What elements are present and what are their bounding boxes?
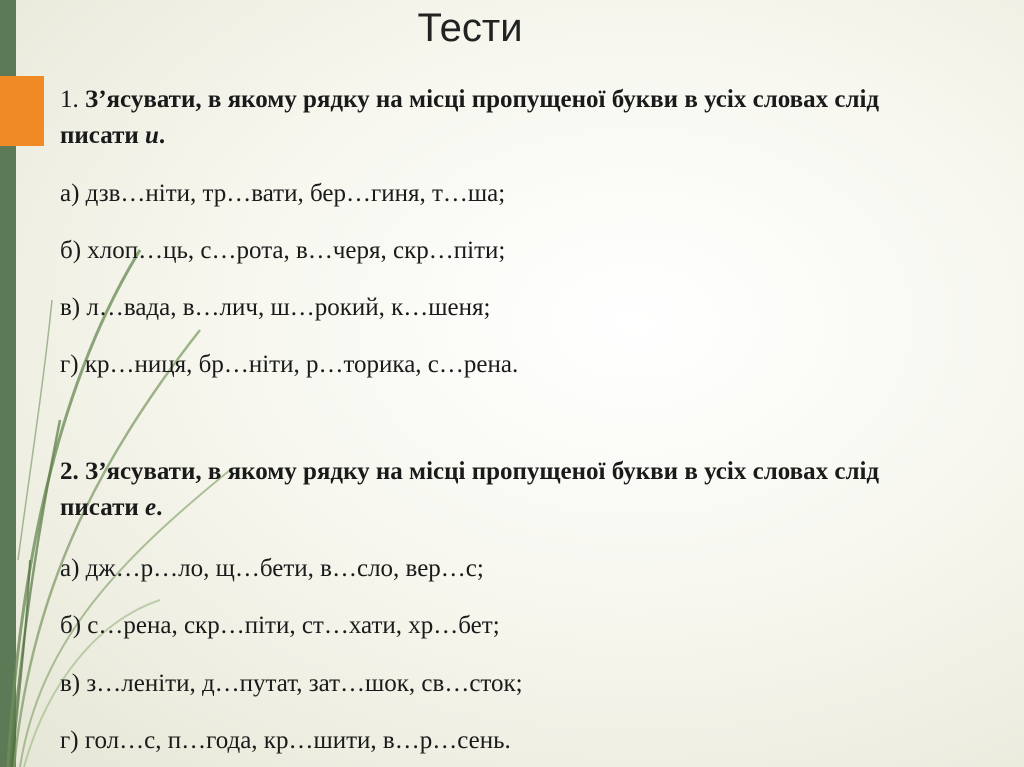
question-1-number: 1. [60,86,79,113]
question-1-letter: и [145,122,159,149]
question-1 [60,82,960,154]
slide-title: Тести [417,6,523,50]
orange-accent-tab [0,76,44,146]
question-2-letter: е [145,494,157,521]
question-2-option-b: б) с…рена, скр…піти, ст…хати, хр…бет; [60,612,500,639]
question-1-end: . [158,122,166,149]
question-1-option-d: г) кр…ниця, бр…ніти, р…торика, с…рена. [60,351,519,378]
question-2-option-c: в) з…леніти, д…путат, зат…шок, св…сток; [60,670,523,697]
question-2-text: З’ясувати, в якому рядку на місці пропущеної букви в усіх словах слід писати [60,458,880,521]
question-1-option-b: б) хлоп…ць, с…рота, в…черя, скр…піти; [60,237,506,264]
question-2-number: 2. [60,458,79,485]
question-2-option-a: а) дж…р…ло, щ…бети, в…сло, вер…с; [60,555,484,582]
question-2-option-d: г) гол…с, п…года, кр…шити, в…р…сень. [60,727,511,754]
question-1-text: З’ясувати, в якому рядку на місці пропущеної букви в усіх словах слід писати [60,86,880,149]
question-1-option-c: в) л…вада, в…лич, ш…рокий, к…шеня; [60,294,491,321]
question-2-end: . [156,494,163,521]
question-2 [60,454,960,526]
question-1-option-a: а) дзв…ніти, тр…вати, бер…гиня, т…ша; [60,180,506,207]
